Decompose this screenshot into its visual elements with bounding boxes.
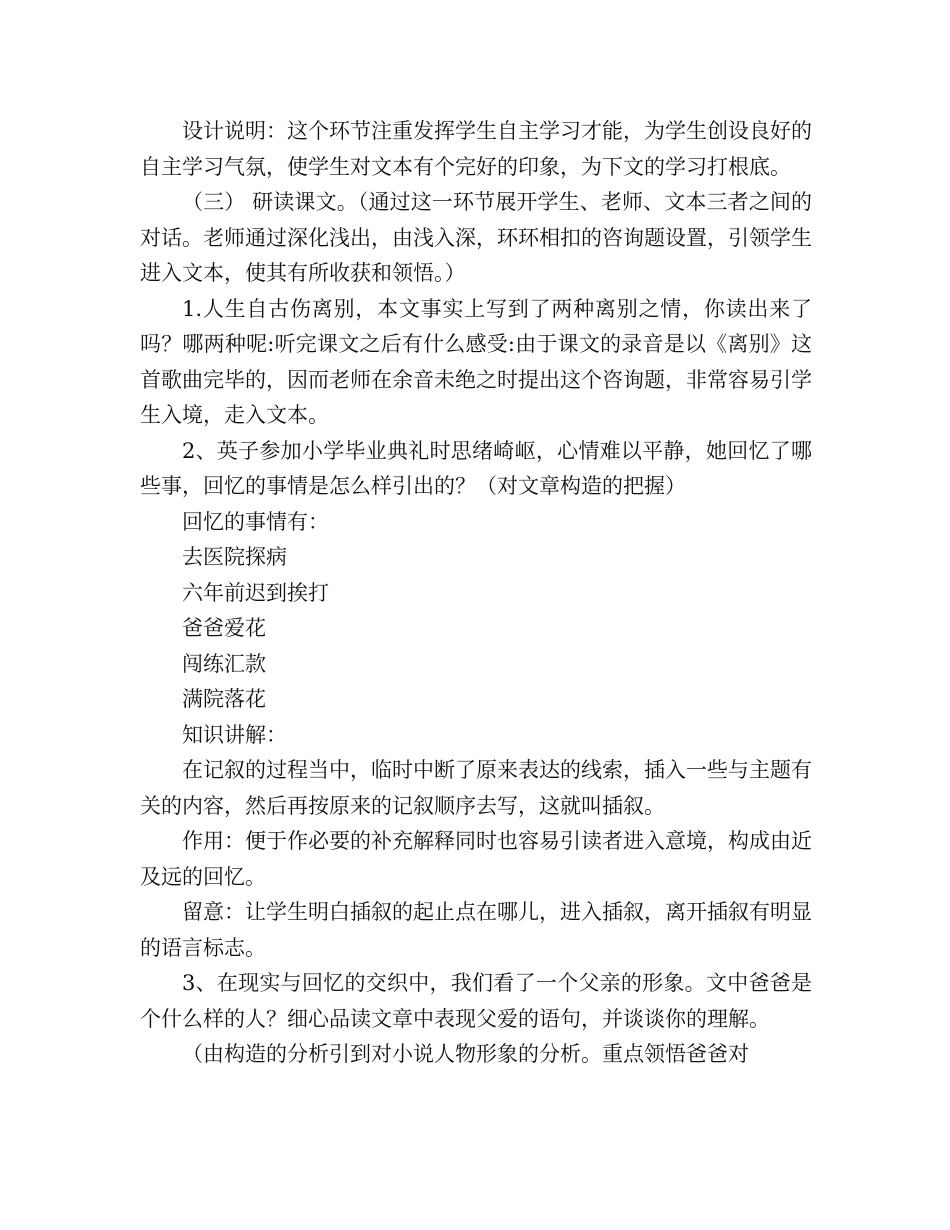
recall-item-remittance: 闯练汇款 [182, 651, 266, 676]
recall-item-fallen-flowers: 满院落花 [182, 687, 266, 711]
analysis-note-paragraph: （由构造的分析引到对小说人物形象的分析。重点领悟爸爸对 [182, 1042, 749, 1066]
flashback-definition-paragraph: 在记叙的过程当中，临时中断了原来表达的线索，插入一些与主题有关的内容，然后再按原来的记叙顺序去写，这就叫插叙。 [140, 758, 812, 818]
knowledge-heading: 知识讲解： [182, 722, 287, 747]
recall-item-hospital: 去医院探病 [182, 545, 287, 569]
document-body [140, 114, 812, 1073]
question-three-paragraph: 3、在现实与回忆的交织中，我们看了一个父亲的形象。文中爸爸是个什么样的人？细心品读文章中表现父爱的语句，并谈谈你的理解。 [140, 971, 812, 1031]
question-two-paragraph: 2、英子参加小学毕业典礼时思绪崎岖，心情难以平静，她回忆了哪些事，回忆的事情是怎么样引出的？（对文章构造的把握） [140, 438, 812, 498]
attention-paragraph: 留意：让学生明白插叙的起止点在哪儿，进入插叙，离开插叙有明显的语言标志。 [140, 900, 812, 960]
design-note-paragraph: 设计说明：这个环节注重发挥学生自主学习才能，为学生创设良好的自主学习气氛，使学生对文本有个完好的印象，为下文的学习打根底。 [140, 119, 812, 179]
recall-item-flowers: 爸爸爱花 [182, 616, 266, 640]
question-one-paragraph: 1.人生自古伤离别，本文事实上写到了两种离别之情，你读出来了吗？哪两种呢:听完课文之后有什么感受:由于课文的录音是以《离别》这首歌曲完毕的，因而老师在余音未绝之时提出这个咨询题，非常容易引学生入境，走入文本。 [140, 296, 812, 427]
section-three-heading-paragraph: （三） 研读课文。（通过这一环节展开学生、老师、文本三者之间的对话。老师通过深化浅出，由浅入深，环环相扣的咨询题设置，引领学生进入文本，使其有所收获和领悟。） [140, 190, 812, 285]
function-paragraph: 作用：便于作必要的补充解释同时也容易引读者进入意境，构成由近及远的回忆。 [140, 829, 812, 889]
recall-list-heading: 回忆的事情有： [182, 509, 329, 534]
recall-item-late: 六年前迟到挨打 [182, 580, 329, 605]
